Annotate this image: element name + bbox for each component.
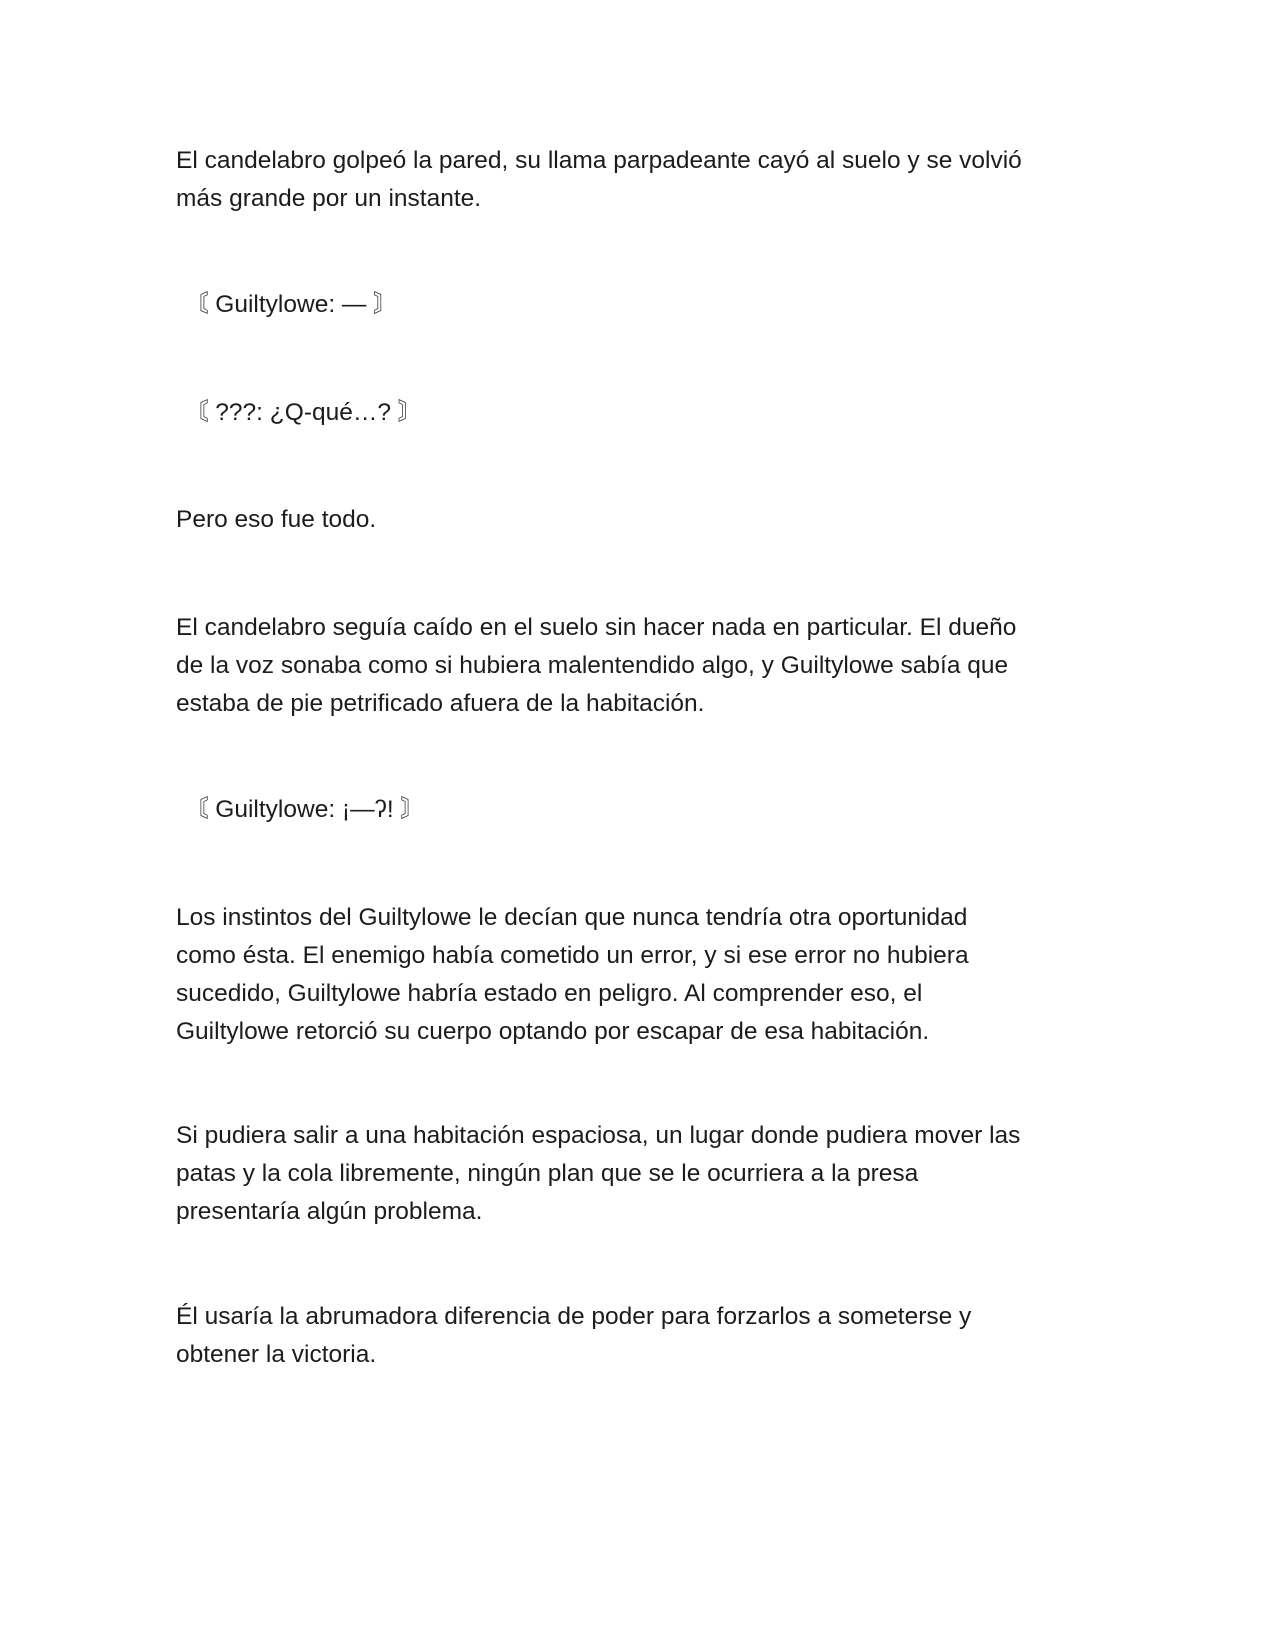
text-line: Pero eso fue todo.	[176, 506, 377, 533]
text-line: 〘 ???: ¿Q-qué…? 〙	[184, 399, 423, 426]
text-line: estaba de pie petrificado afuera de la habitación.	[176, 690, 705, 717]
text-line: El candelabro golpeó la pared, su llama parpadeante cayó al suelo y se volvió	[176, 147, 1022, 174]
text-line: más grande por un instante.	[176, 185, 482, 212]
dialogue-unknown	[176, 394, 1104, 432]
text-line: sucedido, Guiltylowe habría estado en peligro. Al comprender eso, el	[176, 980, 923, 1007]
dialogue-guiltylowe-1	[176, 286, 1104, 324]
text-line: 〘 Guiltylowe: — 〙	[184, 291, 398, 318]
text-line: Los instintos del Guiltylowe le decían que nunca tendría otra oportunidad	[176, 904, 968, 931]
text-line: como ésta. El enemigo había cometido un error, y si ese error no hubiera	[176, 942, 969, 969]
paragraph-candelabro-seguia	[176, 609, 1096, 723]
text-line: Guiltylowe retorció su cuerpo optando por escapar de esa habitación.	[176, 1018, 930, 1045]
text-line: obtener la victoria.	[176, 1341, 377, 1368]
paragraph-si-pudiera	[176, 1117, 1096, 1231]
paragraph-candelabro-golpeo	[176, 142, 1096, 218]
text-line: Si pudiera salir a una habitación espaciosa, un lugar donde pudiera mover las	[176, 1122, 1021, 1149]
text-line: 〘 Guiltylowe: ¡—ʔ! 〙	[184, 796, 425, 823]
text-line: presentaría algún problema.	[176, 1198, 483, 1225]
text-line: El candelabro seguía caído en el suelo sin hacer nada en particular. El dueño	[176, 614, 1017, 641]
text-line: de la voz sonaba como si hubiera malentendido algo, y Guiltylowe sabía que	[176, 652, 1009, 679]
paragraph-instintos	[176, 899, 1096, 1051]
paragraph-pero-eso	[176, 501, 1096, 539]
dialogue-guiltylowe-2	[176, 791, 1104, 829]
text-line: patas y la cola libremente, ningún plan que se le ocurriera a la presa	[176, 1160, 919, 1187]
text-line: Él usaría la abrumadora diferencia de poder para forzarlos a someterse y	[176, 1303, 972, 1330]
paragraph-el-usaria	[176, 1298, 1096, 1374]
